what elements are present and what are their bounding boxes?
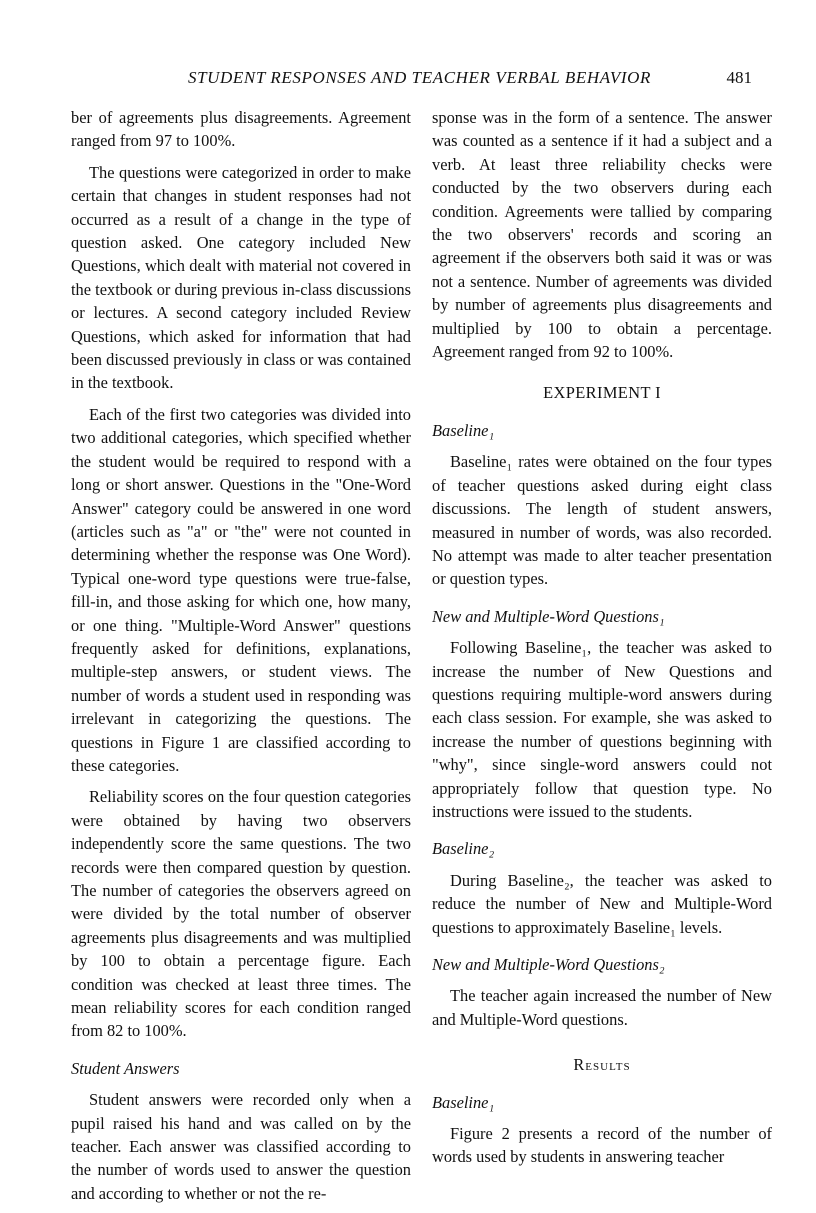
running-header [0,68,816,92]
paragraph: Figure 2 presents a record of the number of words used by students in answering teacher [432,1124,772,1167]
paragraph: Student answers were recorded only when a pupil raised his hand and was called on by the teacher. Each answer was classified according to the number of words used to answer the question and according to whether or not the re- [71,1090,411,1203]
section-heading-experiment: EXPERIMENT I [543,383,661,403]
paragraph: Reliability scores on the four question categories were obtained by having two observers independently score the same questions. The two records were then compared question by question. The number of categories the observers agreed on were divided by the total number of observer agreements plus disagreements and was multiplied by 100 to obtain a percentage figure. Each condition was checked at least three times. The mean reliability scores for each condition ranged from 82 to 100%. [71,787,411,1041]
subheading-new-multiple-word-1: New and Multiple-Word Questions₁ [432,606,665,626]
paragraph: sponse was in the form of a sentence. The answer was counted as a sentence if it had a subject and a verb. At least three reliability checks were conducted by the two observers during each condition. Agreements were tallied by comparing the two observers' records and scoring an agreement if the observers both said it was or was not a sentence. Number of agreements was divided by number of agreements plus disagreements and multiplied by 100 to obtain a percentage. Agreement ranged from 92 to 100%. [432,108,772,362]
paragraph: The teacher again increased the number of New and Multiple-Word questions. [432,986,772,1029]
paragraph: The questions were categorized in order to make certain that changes in student responses had not occurred as a result of a change in the type of question asked. One category included New Questions, which dealt with material not covered in the textbook or during previous in-class discussions or lectures. A second category included Review Questions, which asked for information that had been discussed previously in class or was contained in the textbook. [71,162,411,393]
paragraph: During Baseline₂, the teacher was asked to reduce the number of New and Multiple-Word questions to approximately Baseline₁ levels. [432,870,772,937]
right-column [432,106,772,1177]
paragraph: Each of the first two categories was divided into two additional categories, which specified whether the student would be required to respond with a long or short answer. Questions in the "One-Word Answer" category could be answered in one word (articles such as "a" or "the" were not counted in determining whether the response was One Word). Typical one-word type questions were true-false, fill-in, and those asking for which one, how many, or one thing. "Multiple-Word Answer" questions frequently asked for definitions, explanations, multiple-step answers, or student views. The number of words a student used in responding was irrelevant in categorizing the questions. The questions in Figure 1 are classified according to these categories. [71,404,411,775]
subheading-baseline2: Baseline₂ [432,839,495,859]
subheading-student-answers: Student Answers [71,1058,180,1078]
page-number: 481 [726,68,752,87]
paragraph: Baseline₁ rates were obtained on the four types of teacher questions asked during eight class discussions. The length of student answers, measured in number of words, was also recorded. No attempt was made to alter teacher presentation or question types. [432,452,772,589]
running-head-title: STUDENT RESPONSES AND TEACHER VERBAL BEHAVIOR [188,68,651,87]
paragraph: Following Baseline₁, the teacher was asked to increase the number of New Questions and questions requiring multiple-word answers during each class session. For example, she was asked to increase the number of questions beginning with "why", since single-word answers could not appropriately follow that question type. No instructions were issued to the students. [432,638,772,821]
subheading-new-multiple-word-2: New and Multiple-Word Questions₂ [432,955,665,974]
subheading-baseline1: Baseline₁ [432,420,495,440]
paragraph: ber of agreements plus disagreements. Agreement ranged from 97 to 100%. [71,108,411,151]
subheading-baseline1-results: Baseline₁ [432,1092,495,1112]
section-heading-results: Results [573,1055,631,1075]
left-column [71,106,411,1213]
